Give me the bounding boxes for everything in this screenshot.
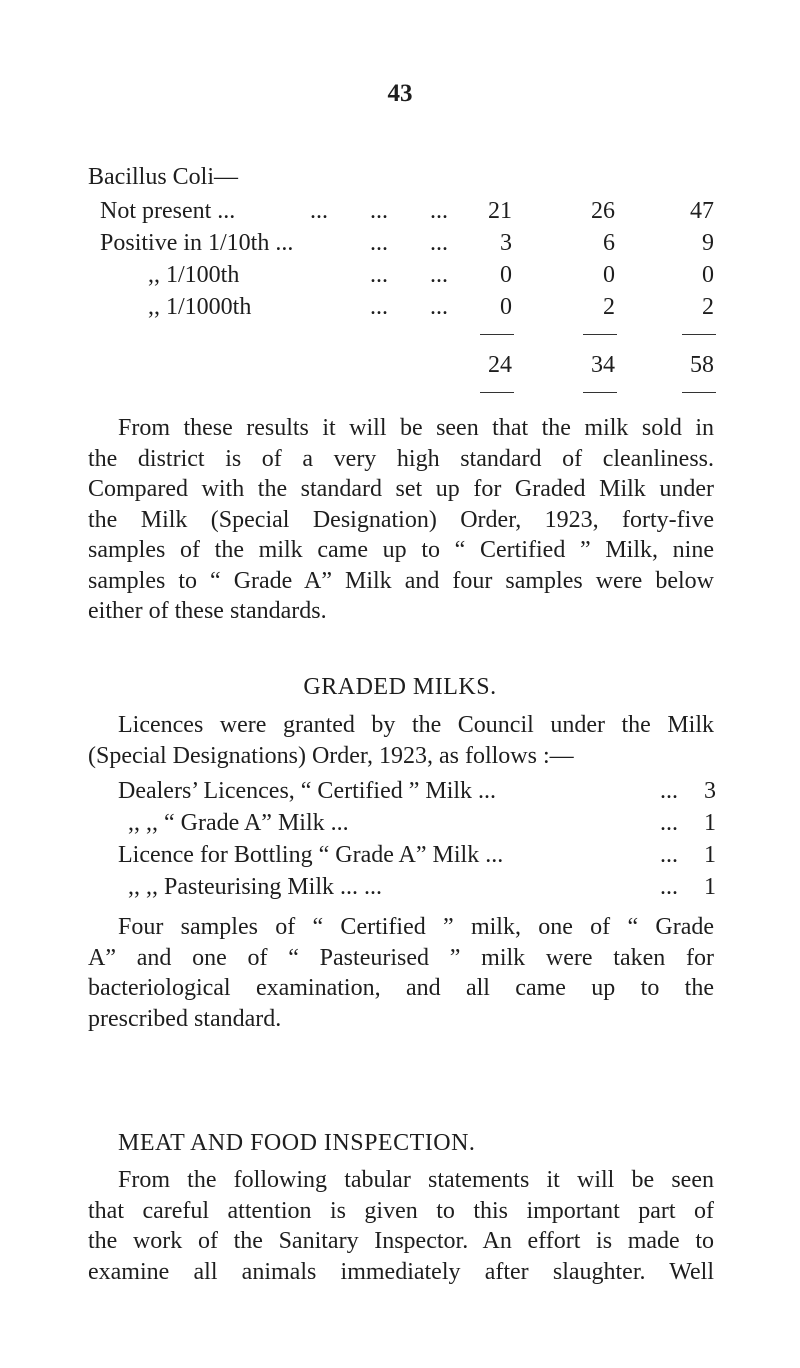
cell-col3: 0 [702, 262, 714, 288]
text-line: bacteriological examination, and all came up to the [88, 975, 714, 1001]
sum-rule [682, 392, 716, 393]
licence-label: Dealers’ Licences, “ Certified ” Milk ... [118, 778, 497, 804]
text-line: the Milk (Special Designation) Order, 1923, forty-five [88, 506, 714, 533]
row-label: Positive in 1/10th ... [100, 230, 294, 256]
text-line: Compared with the standard set up for Graded Milk under [88, 476, 714, 502]
inspection-paragraph [88, 1165, 714, 1287]
licence-label: ,, ,, “ Grade A” Milk ... [128, 810, 349, 836]
cell-col1: 0 [500, 262, 512, 288]
text-line: Four samples of “ Certified ” milk, one of “ Grade [118, 914, 714, 940]
text-line: samples to “ Grade A” Milk and four samples were below [88, 567, 714, 594]
total-col2: 34 [591, 352, 615, 378]
licence-count: 1 [704, 874, 716, 900]
text-line: the work of the Sanitary Inspector. An effort is made to [88, 1228, 714, 1254]
row-dots: ... [430, 262, 448, 288]
text-line: the district is of a very high standard of cleanliness. [88, 445, 714, 472]
cell-col2: 26 [591, 198, 615, 224]
text-line: either of these standards. [88, 598, 327, 624]
text-line: that careful attention is given to this important part of [88, 1197, 714, 1224]
text-line: examine all animals immediately after slaughter. Well [88, 1258, 714, 1285]
row-dots: ... [370, 198, 388, 224]
text-line: (Special Designations) Order, 1923, as follows :— [88, 742, 574, 769]
licence-dots: ... [660, 810, 678, 836]
sum-rule [682, 334, 716, 335]
row-dots: ... [370, 262, 388, 288]
page-number: 43 [387, 80, 413, 107]
row-label: Not present ... [100, 198, 236, 224]
text-line: Licences were granted by the Council under the Milk [118, 712, 714, 738]
sum-rule [480, 334, 514, 335]
cell-col3: 9 [702, 230, 714, 256]
cell-col2: 0 [603, 262, 615, 288]
row-dots: ... [310, 198, 328, 224]
text-line: From these results it will be seen that the milk sold in [118, 415, 714, 441]
row-dots: ... [430, 294, 448, 320]
text-line: samples of the milk came up to “ Certified ” Milk, nine [88, 537, 714, 563]
cell-col3: 47 [690, 198, 714, 224]
cell-col1: 0 [500, 294, 512, 320]
row-label: ,, 1/1000th [148, 294, 252, 320]
row-label: ,, 1/100th [148, 262, 240, 288]
licence-dots: ... [660, 778, 678, 804]
licence-count: 1 [704, 810, 716, 836]
section-heading-meat-food: MEAT AND FOOD INSPECTION. [118, 1130, 476, 1156]
licence-dots: ... [660, 874, 678, 900]
samples-paragraph [88, 912, 714, 1034]
sum-rule [583, 334, 617, 335]
licence-label: ,, ,, Pasteurising Milk ... ... [128, 874, 383, 900]
licence-label: Licence for Bottling “ Grade A” Milk ... [118, 842, 504, 868]
text-line: From the following tabular statements it will be seen [118, 1167, 714, 1193]
total-col1: 24 [488, 352, 512, 378]
cell-col2: 6 [603, 230, 615, 256]
results-paragraph [88, 413, 714, 627]
graded-intro-paragraph [88, 710, 714, 771]
text-line: prescribed standard. [88, 1005, 282, 1032]
row-dots: ... [370, 294, 388, 320]
cell-col2: 2 [603, 294, 615, 320]
cell-col1: 21 [488, 198, 512, 224]
licence-count: 1 [704, 842, 716, 868]
cell-col3: 2 [702, 294, 714, 320]
cell-col1: 3 [500, 230, 512, 256]
row-dots: ... [370, 230, 388, 256]
sum-rule [480, 392, 514, 393]
total-col3: 58 [690, 352, 714, 378]
licence-count: 3 [704, 778, 716, 804]
row-dots: ... [430, 230, 448, 256]
licence-dots: ... [660, 842, 678, 868]
section-heading-graded-milks: GRADED MILKS. [303, 674, 497, 700]
text-line: A” and one of “ Pasteurised ” milk were taken for [88, 944, 714, 971]
row-dots: ... [430, 198, 448, 224]
table-title: Bacillus Coli— [88, 164, 238, 190]
sum-rule [583, 392, 617, 393]
